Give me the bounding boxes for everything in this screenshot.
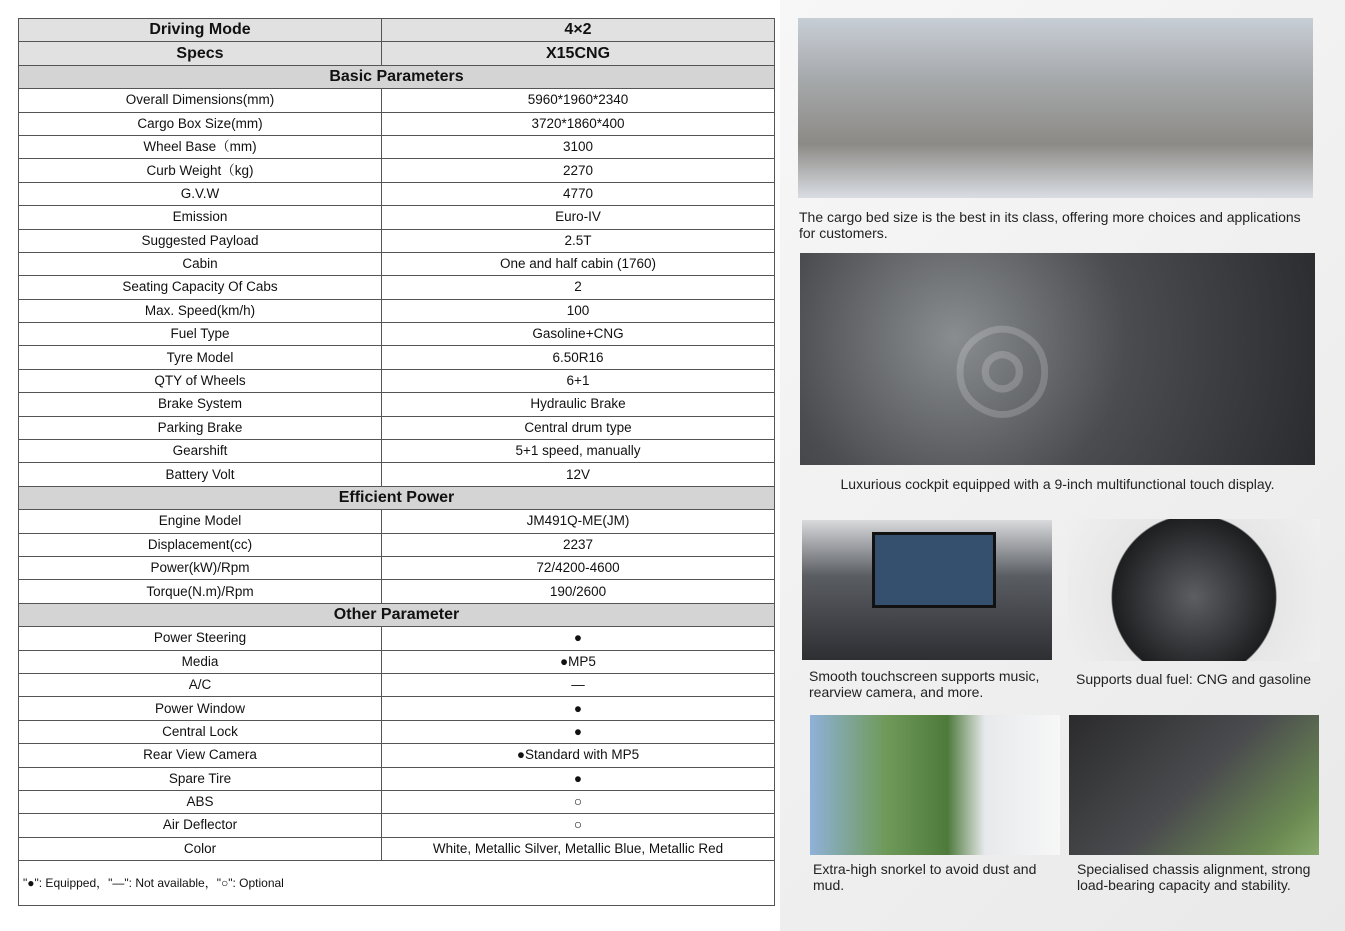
steering-wheel-icon: ◎ (950, 295, 1055, 429)
row-value: Hydraulic Brake (382, 393, 775, 416)
row-label: A/C (19, 673, 382, 696)
table-row (19, 182, 775, 205)
table-row (19, 440, 775, 463)
chassis-caption: Specialised chassis alignment, strong load-bearing capacity and stability. (1077, 861, 1311, 893)
row-label: Displacement(cc) (19, 533, 382, 556)
table-row (19, 744, 775, 767)
table-row (19, 767, 775, 790)
section-title: Basic Parameters (19, 65, 775, 88)
row-label: Air Deflector (19, 814, 382, 837)
table-row (19, 580, 775, 603)
cargo-bed-photo (798, 18, 1313, 198)
engine-photo (1068, 519, 1320, 661)
row-value: ● (382, 720, 775, 743)
engine-caption: Supports dual fuel: CNG and gasoline (1076, 671, 1312, 687)
row-value: 6+1 (382, 369, 775, 392)
row-value: ○ (382, 814, 775, 837)
touchscreen-photo (802, 520, 1052, 660)
table-row (19, 697, 775, 720)
section-title-row (19, 603, 775, 626)
row-label: Power(kW)/Rpm (19, 556, 382, 579)
table-row (19, 627, 775, 650)
row-label: Gearshift (19, 440, 382, 463)
table-row (19, 673, 775, 696)
table-row (19, 89, 775, 112)
row-label: Torque(N.m)/Rpm (19, 580, 382, 603)
table-row (19, 720, 775, 743)
row-value: 3100 (382, 135, 775, 158)
row-label: Battery Volt (19, 463, 382, 486)
row-value: 2 (382, 276, 775, 299)
row-value: 2.5T (382, 229, 775, 252)
row-value: 4770 (382, 182, 775, 205)
screen-display (872, 532, 996, 608)
row-value: 5+1 speed, manually (382, 440, 775, 463)
row-label: Cabin (19, 252, 382, 275)
row-value: 12V (382, 463, 775, 486)
row-value: ● (382, 627, 775, 650)
row-value: One and half cabin (1760) (382, 252, 775, 275)
table-row (19, 510, 775, 533)
table-row (19, 112, 775, 135)
cargo-caption: The cargo bed size is the best in its class, offering more choices and applications for customers. (799, 209, 1301, 241)
row-value: Euro-IV (382, 206, 775, 229)
table-row (19, 299, 775, 322)
row-value: ●MP5 (382, 650, 775, 673)
row-value: ●Standard with MP5 (382, 744, 775, 767)
row-label: Fuel Type (19, 323, 382, 346)
row-value: ● (382, 767, 775, 790)
row-label: G.V.W (19, 182, 382, 205)
header-label: Specs (19, 42, 382, 65)
table-row (19, 790, 775, 813)
row-label: Central Lock (19, 720, 382, 743)
row-value: ○ (382, 790, 775, 813)
header-value: X15CNG (382, 42, 775, 65)
row-label: Suggested Payload (19, 229, 382, 252)
chassis-photo (1069, 715, 1319, 855)
row-value: 100 (382, 299, 775, 322)
table-row (19, 814, 775, 837)
row-label: Max. Speed(km/h) (19, 299, 382, 322)
row-label: Spare Tire (19, 767, 382, 790)
row-value: ● (382, 697, 775, 720)
table-row (19, 323, 775, 346)
row-label: Power Window (19, 697, 382, 720)
cockpit-caption: Luxurious cockpit equipped with a 9-inch multifunctional touch display. (840, 476, 1275, 492)
table-row (19, 556, 775, 579)
row-value: 72/4200-4600 (382, 556, 775, 579)
row-value: 2237 (382, 533, 775, 556)
row-label: Engine Model (19, 510, 382, 533)
legend-text: "●": Equipped，"—": Not available，"○": Optional (19, 861, 775, 906)
table-header-row (19, 42, 775, 65)
row-value: — (382, 673, 775, 696)
table-row (19, 159, 775, 182)
table-row (19, 229, 775, 252)
touchscreen-caption: Smooth touchscreen supports music, rearview camera, and more. (809, 668, 1040, 700)
row-label: Color (19, 837, 382, 860)
section-title: Other Parameter (19, 603, 775, 626)
row-label: Emission (19, 206, 382, 229)
table-row (19, 276, 775, 299)
snorkel-photo (810, 715, 1060, 855)
row-value: 5960*1960*2340 (382, 89, 775, 112)
table-row (19, 206, 775, 229)
row-value: JM491Q-ME(JM) (382, 510, 775, 533)
row-label: QTY of Wheels (19, 369, 382, 392)
section-title-row (19, 486, 775, 509)
row-label: Brake System (19, 393, 382, 416)
row-label: Seating Capacity Of Cabs (19, 276, 382, 299)
row-label: Cargo Box Size(mm) (19, 112, 382, 135)
table-row (19, 252, 775, 275)
row-label: Wheel Base（mm) (19, 135, 382, 158)
row-value: White, Metallic Silver, Metallic Blue, Metallic Red (382, 837, 775, 860)
table-row (19, 533, 775, 556)
row-label: Tyre Model (19, 346, 382, 369)
row-value: 6.50R16 (382, 346, 775, 369)
table-row (19, 135, 775, 158)
section-title-row (19, 65, 775, 88)
table-row (19, 650, 775, 673)
table-row (19, 837, 775, 860)
header-label: Driving Mode (19, 19, 382, 42)
snorkel-caption: Extra-high snorkel to avoid dust and mud. (813, 861, 1037, 893)
legend-row (19, 861, 775, 906)
row-label: Rear View Camera (19, 744, 382, 767)
section-title: Efficient Power (19, 486, 775, 509)
table-row (19, 463, 775, 486)
row-value: Gasoline+CNG (382, 323, 775, 346)
table-row (19, 416, 775, 439)
row-label: Power Steering (19, 627, 382, 650)
row-label: Curb Weight（kg) (19, 159, 382, 182)
spec-table (18, 18, 775, 906)
table-row (19, 369, 775, 392)
header-value: 4×2 (382, 19, 775, 42)
row-label: ABS (19, 790, 382, 813)
row-value: 3720*1860*400 (382, 112, 775, 135)
table-header-row (19, 19, 775, 42)
table-row (19, 393, 775, 416)
row-value: 2270 (382, 159, 775, 182)
row-label: Overall Dimensions(mm) (19, 89, 382, 112)
row-label: Parking Brake (19, 416, 382, 439)
cockpit-photo (800, 253, 1315, 465)
row-value: 190/2600 (382, 580, 775, 603)
row-label: Media (19, 650, 382, 673)
table-row (19, 346, 775, 369)
row-value: Central drum type (382, 416, 775, 439)
